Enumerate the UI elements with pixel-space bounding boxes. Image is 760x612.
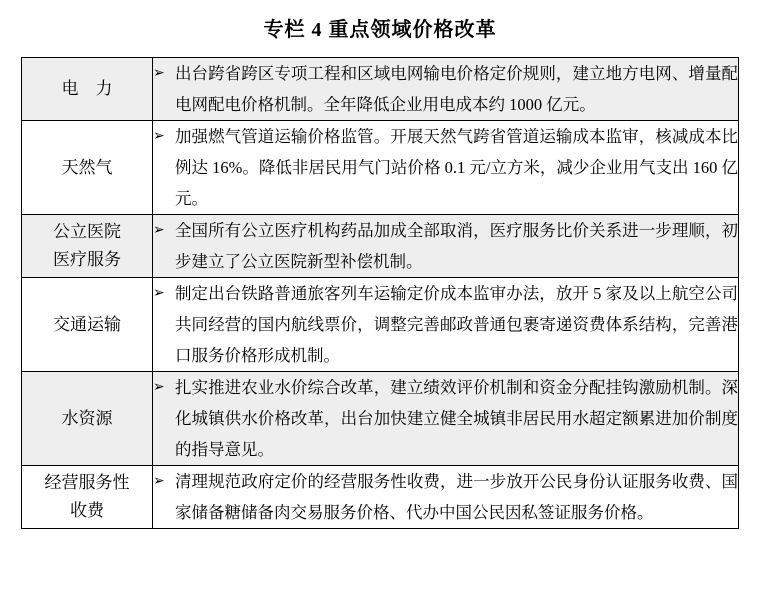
- arrow-bullet-icon: ➢: [153, 380, 165, 395]
- description-text-wrapper: [153, 278, 738, 371]
- category-label: 经营服务性: [44, 473, 130, 492]
- category-cell: [22, 372, 153, 466]
- description-cell: [153, 372, 739, 466]
- description-text-wrapper: [153, 372, 738, 465]
- price-reform-table: [21, 57, 739, 529]
- category-label: 交通运输: [53, 314, 121, 334]
- description-text: 制定出台铁路普通旅客列车运输定价成本监审办法，放开 5 家及以上航空公司共同经营的国内航线票价，调整完善邮政普通包裹寄递资费体系结构，完善港口服务价格形成机制。: [175, 284, 738, 365]
- category-cell: [22, 466, 153, 529]
- category-label: 天然气: [61, 157, 113, 177]
- description-cell: [153, 215, 739, 278]
- table-row: [22, 58, 739, 121]
- table-row: [22, 466, 739, 529]
- page-title: 专栏 4 重点领域价格改革: [263, 19, 497, 41]
- description-cell: [153, 121, 739, 215]
- arrow-bullet-icon: ➢: [153, 129, 165, 144]
- arrow-bullet-icon: ➢: [153, 223, 165, 238]
- table-row: [22, 215, 739, 278]
- category-cell: [22, 278, 153, 372]
- table-row: [22, 278, 739, 372]
- description-cell: [153, 278, 739, 372]
- table-row: [22, 372, 739, 466]
- description-text: 加强燃气管道运输价格监管。开展天然气跨省管道运输成本监审，核减成本比例达 16%。降低非居民用气门站价格 0.1 元/立方米，减少企业用气支出 160 亿元。: [175, 127, 738, 208]
- description-text: 扎实推进农业水价综合改革，建立绩效评价机制和资金分配挂钩激励机制。深化城镇供水价格改革，出台加快建立健全城镇非居民用水超定额累进加价制度的指导意见。: [175, 378, 738, 459]
- description-text-wrapper: [153, 466, 738, 528]
- category-label-line2: 收费: [70, 501, 104, 520]
- category-label: 公立医院: [53, 222, 121, 241]
- arrow-bullet-icon: ➢: [153, 66, 165, 81]
- description-text: 全国所有公立医疗机构药品加成全部取消，医疗服务比价关系进一步理顺，初步建立了公立医院新型补偿机制。: [175, 221, 738, 271]
- table-body: [22, 58, 739, 529]
- category-label-line2: 医疗服务: [53, 250, 121, 269]
- arrow-bullet-icon: ➢: [153, 474, 165, 489]
- description-cell: [153, 466, 739, 529]
- description-cell: [153, 58, 739, 121]
- category-label: 水资源: [61, 408, 113, 428]
- category-label: 电 力: [61, 79, 113, 98]
- category-cell: [22, 121, 153, 215]
- description-text: 清理规范政府定价的经营服务性收费，进一步放开公民身份认证服务收费、国家储备糖储备肉交易服务价格、代办中国公民因私签证服务价格。: [175, 472, 738, 522]
- arrow-bullet-icon: ➢: [153, 286, 165, 301]
- description-text: 出台跨省跨区专项工程和区域电网输电价格定价规则，建立地方电网、增量配电网配电价格机制。全年降低企业用电成本约 1000 亿元。: [175, 64, 738, 114]
- category-cell: [22, 215, 153, 278]
- description-text-wrapper: [153, 215, 738, 277]
- description-text-wrapper: [153, 121, 738, 214]
- table-row: [22, 121, 739, 215]
- description-text-wrapper: [153, 58, 738, 120]
- category-cell: [22, 58, 153, 121]
